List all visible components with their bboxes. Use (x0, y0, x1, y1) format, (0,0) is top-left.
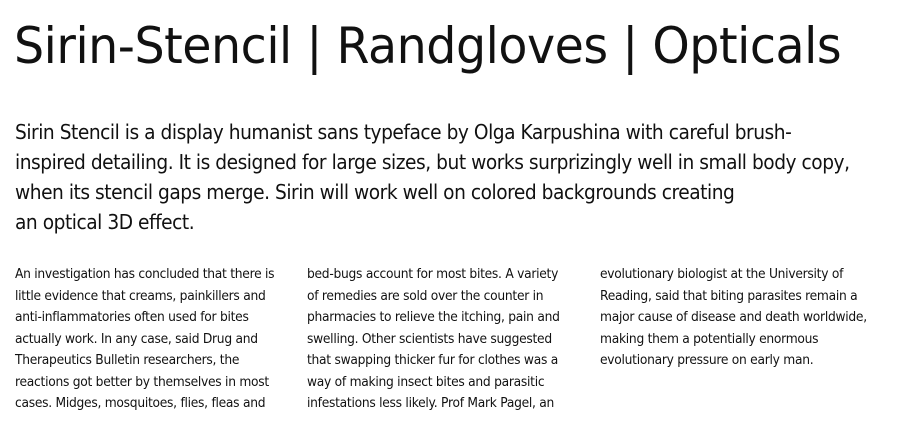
column-line: reactions got better by themselves in most (15, 373, 269, 390)
intro-paragraph (15, 117, 885, 237)
column-line: evolutionary pressure on early man. (600, 352, 814, 368)
page-title: Sirin-Stencil | Randgloves | Opticals (14, 17, 842, 75)
text-column-2 (307, 264, 587, 415)
column-line: Reading, said that biting parasites remain a (600, 287, 858, 304)
column-line: Therapeutics Bulletin researchers, the (15, 352, 240, 368)
column-line: An investigation has concluded that there is (15, 266, 275, 282)
text-column-1 (15, 264, 295, 415)
column-line: that swapping thicker fur for clothes was a (307, 352, 558, 368)
intro-line: Sirin Stencil is a display humanist sans typeface by Olga Karpushina with careful brush- (15, 120, 792, 144)
column-line: of remedies are sold over the counter in (307, 287, 544, 304)
column-line: bed-bugs account for most bites. A variety (307, 266, 559, 282)
column-line: swelling. Other scientists have suggested (307, 330, 552, 347)
column-line: little evidence that creams, painkillers and (15, 287, 266, 304)
column-line: cases. Midges, mosquitoes, flies, fleas and (15, 395, 266, 411)
column-line: infestations less likely. Prof Mark Pagel, an (307, 395, 555, 411)
intro-line: when its stencil gaps merge. Sirin will work well on colored backgrounds creating (15, 180, 735, 204)
column-line: actually work. In any case, said Drug and (15, 330, 258, 347)
text-column-3 (600, 264, 880, 372)
column-line: evolutionary biologist at the University of (600, 266, 844, 282)
column-line: pharmacies to relieve the itching, pain and (307, 309, 560, 325)
column-line: anti-inflammatories often used for bites (15, 309, 249, 325)
column-line: major cause of disease and death worldwide, (600, 309, 867, 325)
column-line: way of making insect bites and parasitic (307, 373, 545, 390)
intro-line: an optical 3D effect. (15, 210, 195, 234)
body-text-columns (0, 264, 900, 439)
column-line: making them a potentially enormous (600, 330, 819, 347)
intro-line: inspired detailing. It is designed for large sizes, but works surprizingly well in small body copy, (15, 150, 850, 174)
